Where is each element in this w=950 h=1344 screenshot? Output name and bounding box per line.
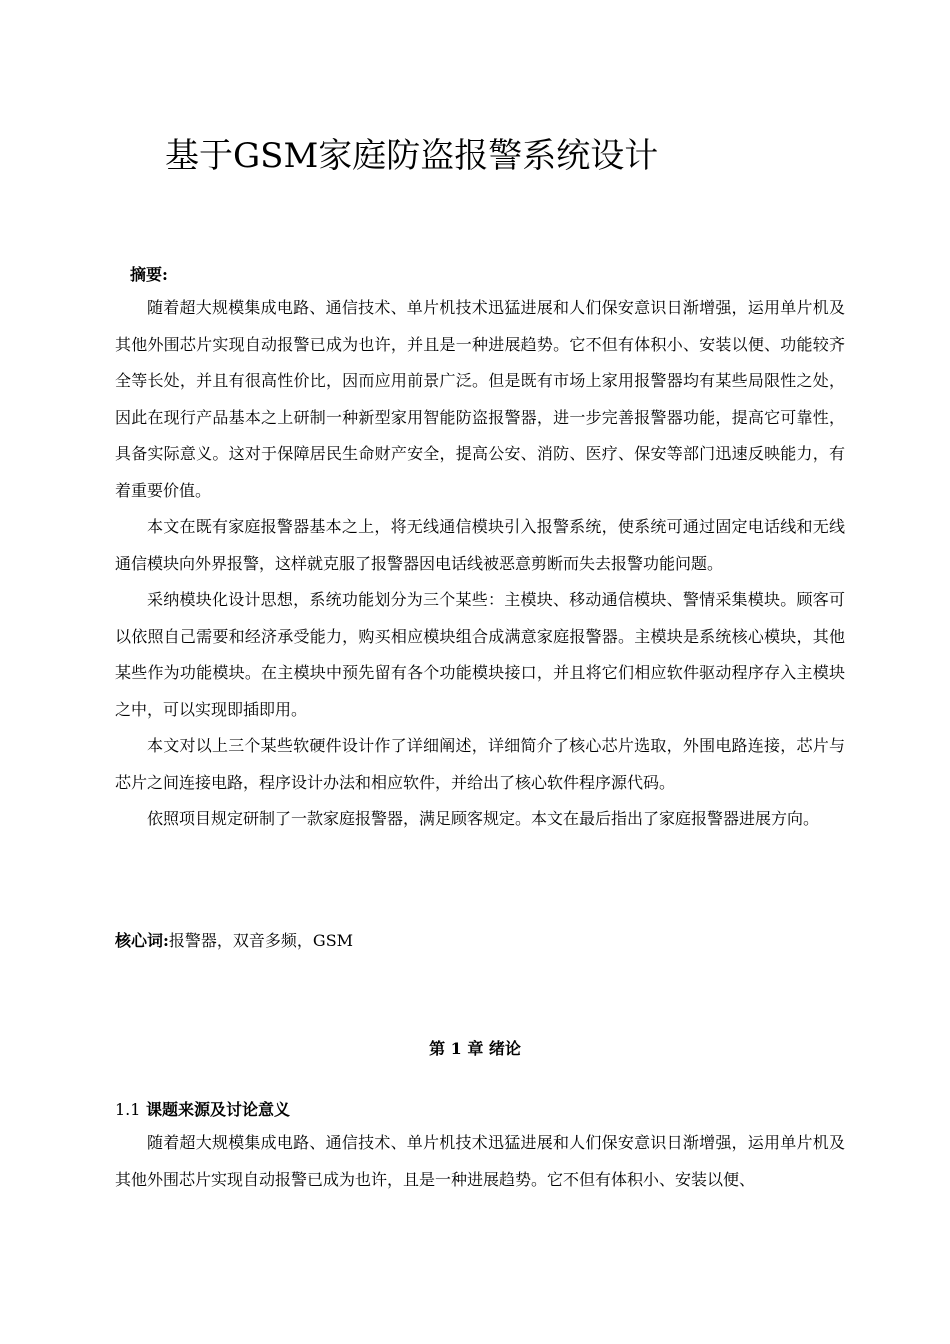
keywords-label: 核心词: <box>115 931 169 950</box>
abstract-paragraph-1: 随着超大规模集成电路、通信技术、单片机技术迅猛进展和人们保安意识日渐增强，运用单片机及其他外围芯片实现自动报警已成为也许，并且是一种进展趋势。它不但有体积小、安装以便、功能较齐全等长处，并且有很高性价比，因而应用前景广泛。但是既有市场上家用报警器均有某些局限性之处，因此在现行产品基本之上研制一种新型家用智能防盗报警器，进一步完善报警器功能，提高它可靠性，具备实际意义。这对于保障居民生命财产安全，提高公安、消防、医疗、保安等部门迅速反映能力，有着重要价值。 <box>115 298 845 500</box>
section-number: 1.1 <box>115 1100 141 1119</box>
section-body <box>115 1125 845 1198</box>
section-title: 课题来源及讨论意义 <box>146 1100 291 1119</box>
section-paragraph: 随着超大规模集成电路、通信技术、单片机技术迅猛进展和人们保安意识日渐增强，运用单片机及其他外围芯片实现自动报警已成为也许，且是一种进展趋势。它不但有体积小、安装以便、 <box>115 1133 845 1189</box>
abstract-paragraph-2: 本文在既有家庭报警器基本之上，将无线通信模块引入报警系统，使系统可通过固定电话线和无线通信模块向外界报警，这样就克服了报警器因电话线被恶意剪断而失去报警功能问题。 <box>115 517 845 573</box>
abstract-paragraph-3: 采纳模块化设计思想，系统功能划分为三个某些：主模块、移动通信模块、警情采集模块。顾客可以依照自己需要和经济承受能力，购买相应模块组合成满意家庭报警器。主模块是系统核心模块，其他某些作为功能模块。在主模块中预先留有各个功能模块接口，并且将它们相应软件驱动程序存入主模块之中，可以实现即插即用。 <box>115 590 845 719</box>
abstract-paragraph-5: 依照项目规定研制了一款家庭报警器，满足顾客规定。本文在最后指出了家庭报警器进展方向。 <box>147 809 820 828</box>
abstract-label: 摘要: <box>130 265 168 284</box>
keywords-value: 报警器，双音多频，GSM <box>168 931 354 950</box>
chapter-heading: 第 1 章 绪论 <box>429 1039 521 1058</box>
abstract-body <box>115 290 845 838</box>
keywords-line <box>115 928 353 951</box>
document-title: 基于GSM家庭防盗报警系统设计 <box>165 136 659 176</box>
section-heading <box>115 1097 290 1120</box>
abstract-paragraph-4: 本文对以上三个某些软硬件设计作了详细阐述，详细简介了核心芯片选取，外围电路连接，芯片与芯片之间连接电路，程序设计办法和相应软件，并给出了核心软件程序源代码。 <box>115 736 845 792</box>
